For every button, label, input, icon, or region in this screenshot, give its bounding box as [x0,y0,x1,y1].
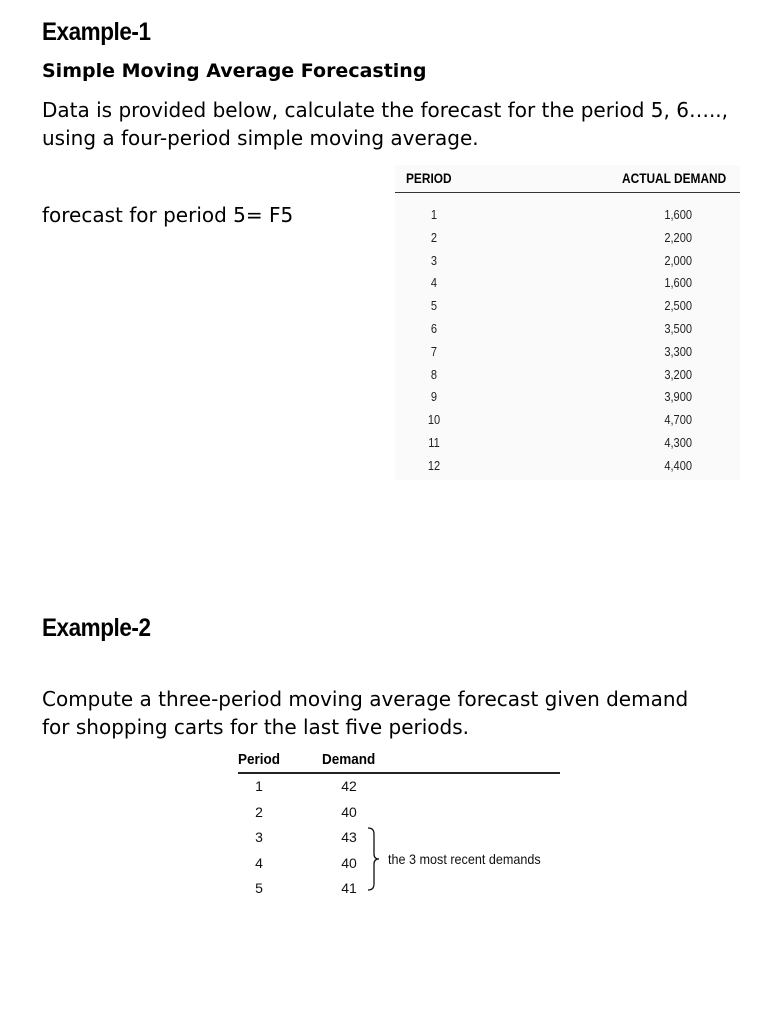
example1-description-line2: using a four-period simple moving average. [42,126,479,150]
period-cell-2: 3 [255,829,263,845]
actual-demand-cell: 2,200 [664,229,692,245]
example2-description-line2: for shopping carts for the last five periods. [42,715,470,739]
actual-demand-cell: 2,500 [664,298,692,314]
demand-cell-2: 42 [341,778,357,794]
period-column-header-2: Period [238,751,281,768]
period-cell-2: 5 [255,880,263,896]
actual-demand-cell: 3,500 [664,321,692,336]
period-cell: 2 [430,229,438,245]
demand-cell-2: 43 [341,829,357,845]
period-cell: 8 [430,366,438,382]
example1-title: Example-1 [42,18,151,46]
example1-description-line1: Data is provided below, calculate the forecast for the period 5, 6….., [42,98,729,122]
period-cell: 4 [430,275,438,291]
actual-demand-cell: 3,200 [664,366,692,382]
period-cell: 11 [428,435,440,450]
example1-subtitle: Simple Moving Average Forecasting [42,60,427,82]
period-cell: 7 [430,343,438,359]
period-cell: 5 [430,298,438,314]
right-brace-icon [366,826,382,892]
table-header-rule [395,192,740,193]
forecast-note: forecast for period 5= F5 [42,203,294,227]
period-column-header: PERIOD [406,170,452,186]
example2-title: Example-2 [42,614,151,642]
period-cell-2: 4 [255,854,263,871]
period-cell: 3 [430,252,438,268]
period-cell: 6 [430,321,438,336]
period-cell: 1 [430,207,438,222]
demand-cell-2: 41 [341,880,357,896]
demand-column-header-2: Demand [322,751,376,768]
period-cell: 10 [427,412,441,428]
example2-description-line1: Compute a three-period moving average forecast given demand [42,687,689,711]
period-cell-2: 1 [255,778,263,794]
recent-demands-note: the 3 most recent demands [388,851,541,867]
actual-demand-cell: 1,600 [664,275,692,291]
period-cell-2: 2 [255,803,263,820]
table-header-rule-2 [238,772,560,774]
period-cell: 9 [430,389,438,405]
actual-demand-cell: 2,000 [664,252,692,268]
demand-cell-2: 40 [341,854,357,871]
actual-demand-cell: 3,300 [664,343,692,359]
actual-demand-cell: 3,900 [664,389,692,405]
actual-demand-cell: 4,400 [664,457,692,473]
actual-demand-cell: 1,600 [664,207,692,222]
actual-demand-cell: 4,300 [664,435,692,450]
actual-demand-column-header: ACTUAL DEMAND [622,170,727,186]
period-cell: 12 [427,457,441,473]
demand-cell-2: 40 [341,803,357,820]
actual-demand-cell: 4,700 [664,412,692,428]
